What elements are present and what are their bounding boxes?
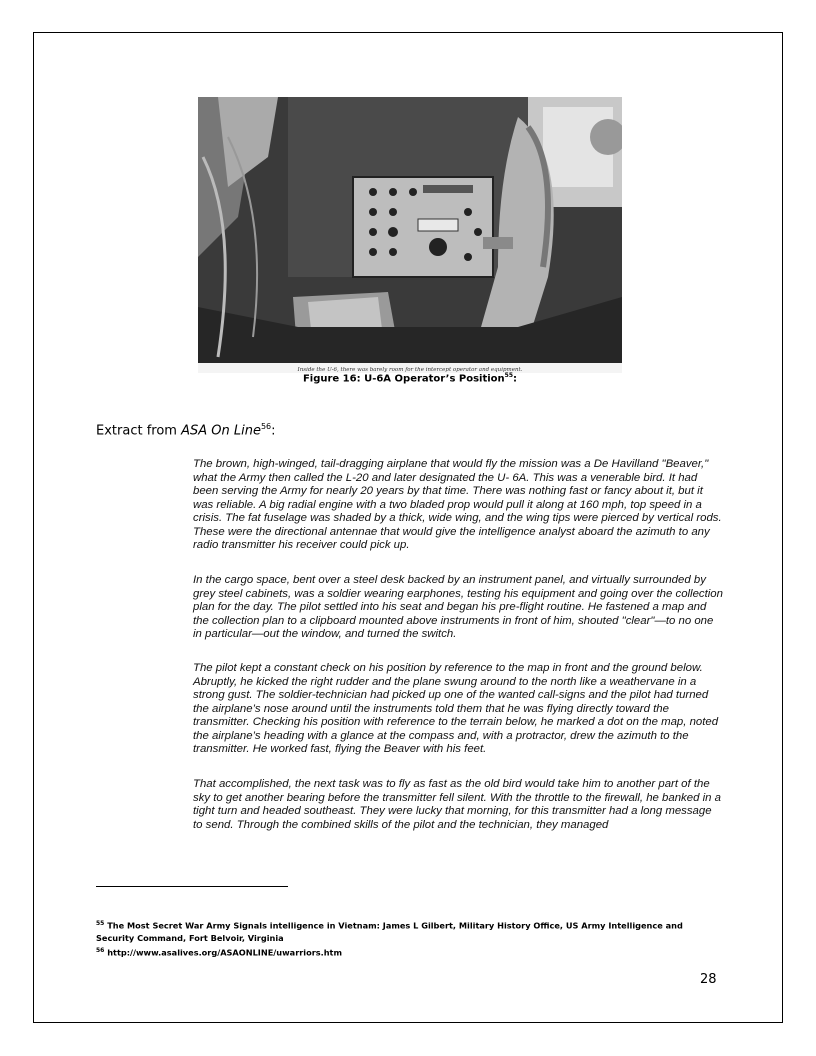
- figure-caption-ref: 55: [504, 372, 514, 379]
- footnote-number: 55: [96, 920, 105, 927]
- operator-position-photo: [198, 97, 622, 373]
- quote-paragraph: In the cargo space, bent over a steel desk backed by an instrument panel, and virtually surrounded by grey steel cabinets, was a soldier wearing earphones, testing his equipment and going over the collection plan for the day. The pilot settled into his seat and began his pre-flight routine. He fastened a map and the collection plan to a clipboard mounted above instruments in front of him, shouted "clear"—to no one in particular—out the window, and turned the switch.: [193, 574, 723, 640]
- page-number: 28: [700, 972, 717, 987]
- extract-prefix: Extract from: [96, 423, 182, 439]
- quote-paragraph: The brown, high-winged, tail-dragging airplane that would fly the mission was a De Havilland "Beaver," what the Army then called the L-20 and later designated the U- 6A. This was a venerable bird. It had been serving the Army for nearly 20 years by that time. There was nothing fast or fancy about it, but it was reliable. A big radial engine with a two bladed prop would pull it along at 160 mph, top speed in a crisis. The fat fuselage was shaded by a thick, wide wing, and the wing tips were pierced by vertical rods. These were the directional antennae that would give the intelligence analyst aboard the azimuth to any radio transmitter his receiver could pick up.: [193, 458, 722, 551]
- footnote-separator: [96, 886, 288, 887]
- footnote-url: http://www.asalives.org/ASAONLINE/uwarriors.htm: [107, 947, 342, 958]
- quote-paragraph: The pilot kept a constant check on his position by reference to the map in front and the ground below. Abruptly, he kicked the right rudder and the plane swung around to the north like a weathervane in a strong gust. The soldier-technician had picked up one of the wanted call-signs and the pilot had turned the airplane’s nose around until the instruments told them that he was flying directly toward the transmitter. Checking his position with reference to the terrain below, he marked a dot on the map, noted the airplane’s heading with a glance at the compass and, with a protractor, drew the azimuth to the transmitter. He worked fast, flying the Beaver with his feet.: [193, 662, 719, 755]
- extract-title: ASA On Line: [181, 423, 261, 439]
- quote-paragraph: That accomplished, the next task was to fly as fast as the old bird would take him to another part of the sky to get another bearing before the transmitter fell silent. With the throttle to the firewall, he banked in a tight turn and headed southeast. They were lucky that morning, for this transmitter had a long message to send. Through the combined skills of the pilot and the technician, they managed: [193, 778, 721, 831]
- extract-heading: [96, 422, 276, 438]
- footnote-text: The Most Secret War Army Signals intelligence in Vietnam: James L Gilbert, Military History Office, US Army Intelligence and Security Command, Fort Belvoir, Virginia: [96, 920, 683, 943]
- cockpit-photo-illustration: [198, 97, 622, 373]
- footnote-55: [96, 918, 716, 944]
- extract-suffix: :: [271, 423, 276, 439]
- figure-caption-suffix: :: [513, 373, 518, 385]
- photo-inner-caption: Inside the U-6, there was barely room for the intercept operator and equipment.: [297, 367, 523, 373]
- footnote-number: 56: [96, 947, 105, 954]
- footnote-56: [96, 945, 716, 959]
- figure-caption: [198, 372, 622, 384]
- extract-ref: 56: [260, 422, 272, 431]
- figure-caption-text: Figure 16: U-6A Operator’s Position: [302, 373, 505, 385]
